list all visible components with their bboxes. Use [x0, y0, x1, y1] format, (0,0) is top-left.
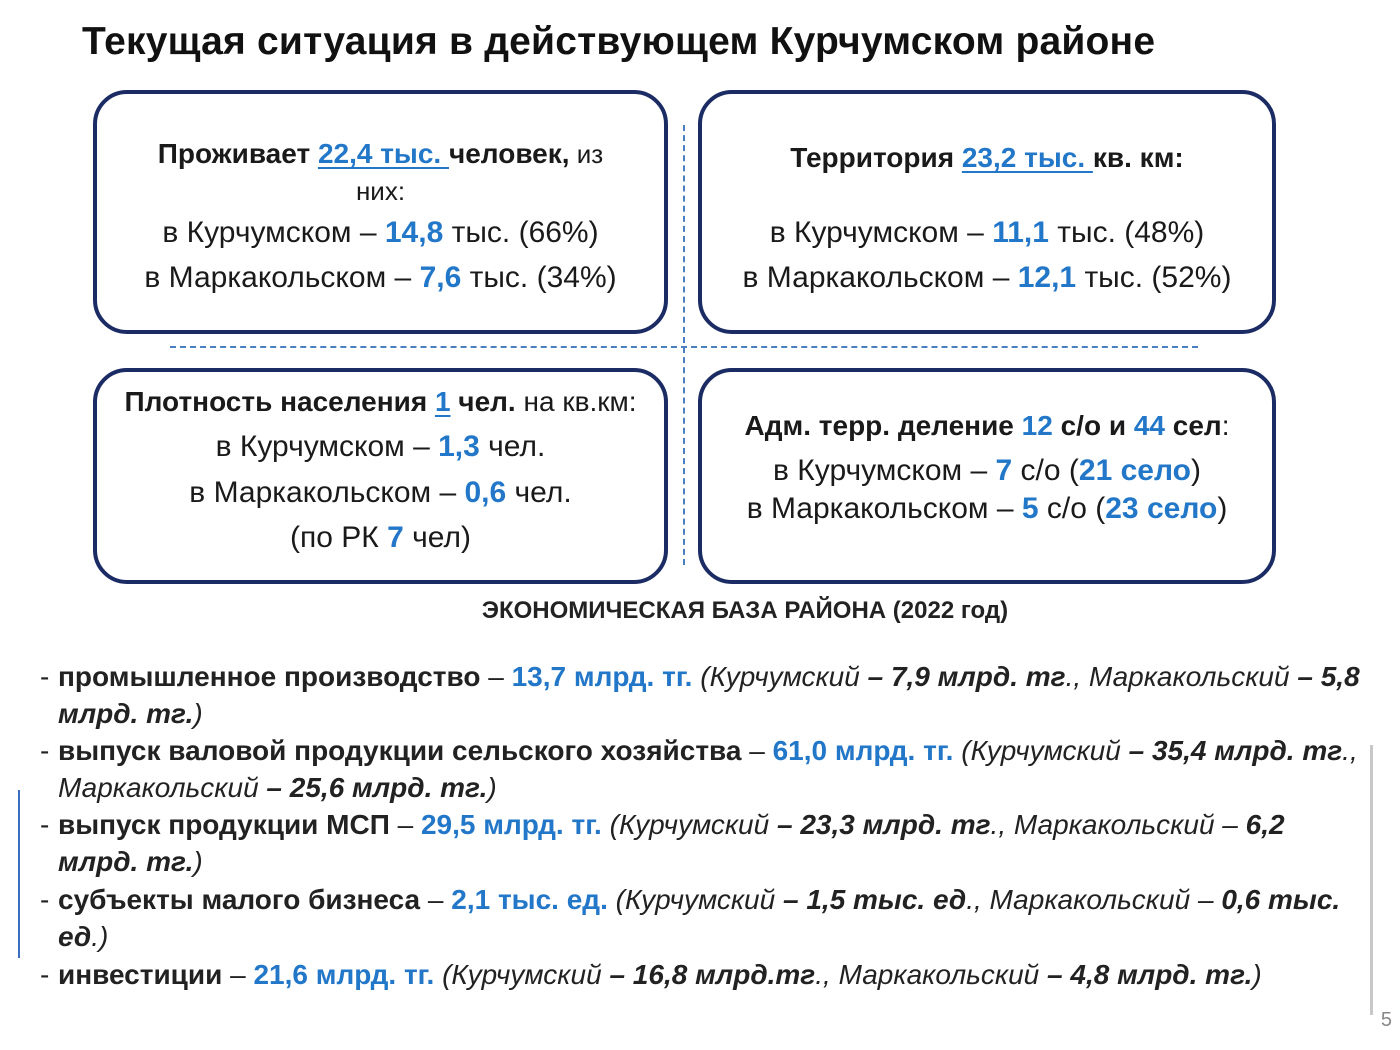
- horizontal-divider: [170, 346, 1198, 348]
- density-rk: (по РК 7 чел): [290, 521, 471, 554]
- density-card: [93, 368, 668, 584]
- territory-total: 23,2 тыс.: [961, 142, 1093, 173]
- list-item: - выпуск продукции МСП – 29,5 млрд. тг. (Курчумский – 23,3 млрд. тг., Маркакольский – 6,2 млрд. тг.): [40, 809, 1285, 877]
- population-heading: Проживает 22,4 тыс. человек, из: [157, 138, 604, 169]
- admin-kurchum: в Курчумском – 7 с/о (21 село): [773, 454, 1201, 487]
- population-card: [93, 90, 668, 334]
- density-total: 1: [434, 386, 451, 417]
- admin-division-card: [698, 368, 1276, 584]
- list-item: - субъекты малого бизнеса – 2,1 тыс. ед. (Курчумский – 1,5 тыс. ед., Маркакольский – 0,6 тыс. ед.): [40, 884, 1341, 952]
- territory-card: [698, 90, 1276, 334]
- right-accent-bar: [1370, 745, 1373, 1015]
- page-number: 5: [1380, 1009, 1392, 1031]
- left-accent-bar: [18, 790, 20, 958]
- list-item: - инвестиции – 21,6 млрд. тг. (Курчумский – 16,8 млрд.тг., Маркакольский – 4,8 млрд. тг.): [40, 959, 1262, 990]
- territory-markakol: в Маркакольском – 12,1 тыс. (52%): [742, 261, 1232, 294]
- territory-heading: Территория 23,2 тыс. кв. км:: [790, 142, 1184, 173]
- density-markakol: в Маркакольском – 0,6 чел.: [189, 476, 572, 509]
- vertical-divider: [683, 125, 685, 565]
- list-item: - промышленное производство – 13,7 млрд. тг. (Курчумский – 7,9 млрд. тг., Маркакольский – 5,8 млрд. тг.): [40, 661, 1360, 729]
- page-title: Текущая ситуация в действующем Курчумском районе: [82, 20, 1156, 63]
- population-kurchum: в Курчумском – 14,8 тыс. (66%): [162, 216, 599, 249]
- population-heading-cont: них:: [355, 176, 406, 206]
- territory-kurchum: в Курчумском – 11,1 тыс. (48%): [769, 216, 1205, 249]
- population-total: 22,4 тыс.: [317, 138, 449, 169]
- admin-heading: Адм. терр. деление 12 с/о и 44 сел:: [744, 410, 1230, 441]
- density-heading: Плотность населения 1 чел. на кв.км:: [124, 386, 637, 417]
- economy-heading: ЭКОНОМИЧЕСКАЯ БАЗА РАЙОНА (2022 год): [481, 597, 1009, 624]
- population-markakol: в Маркакольском – 7,6 тыс. (34%): [144, 261, 617, 294]
- density-kurchum: в Курчумском – 1,3 чел.: [215, 430, 546, 463]
- list-item: - выпуск валовой продукции сельского хозяйства – 61,0 млрд. тг. (Курчумский – 35,4 млрд. тг., Маркакольский – 25,6 млрд. тг.): [40, 735, 1358, 803]
- admin-markakol: в Маркакольском – 5 с/о (23 село): [746, 492, 1228, 525]
